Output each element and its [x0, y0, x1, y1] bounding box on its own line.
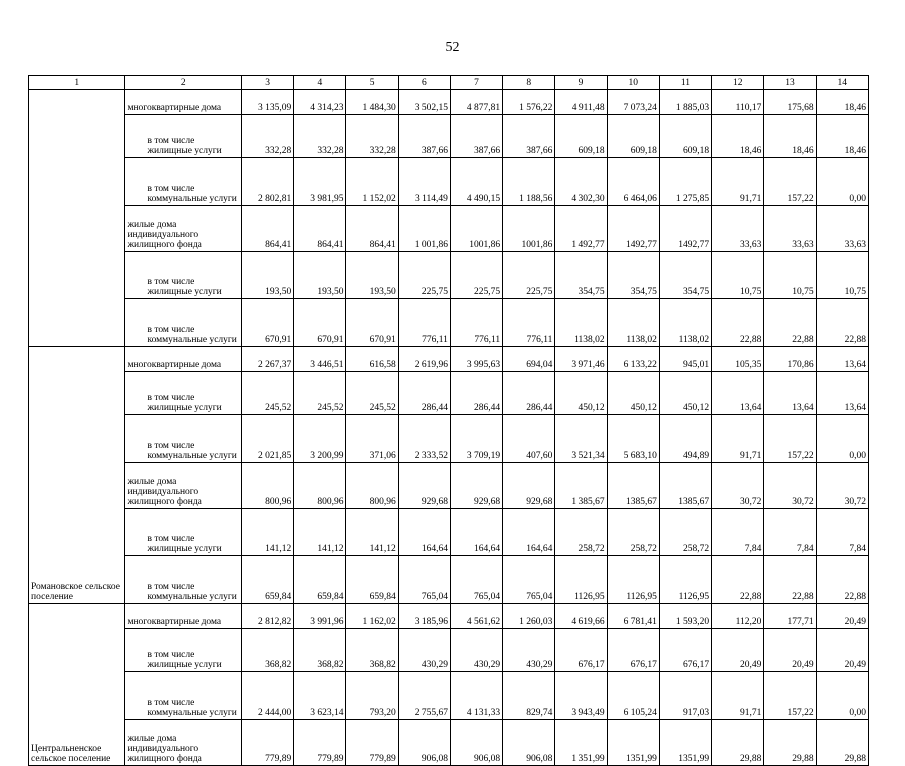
table-row — [29, 158, 869, 206]
value-cell: 450,12 — [555, 372, 607, 415]
value-cell: 670,91 — [346, 299, 398, 347]
value-cell: 6 781,41 — [607, 604, 659, 629]
value-cell: 1138,02 — [659, 299, 711, 347]
value-cell: 765,04 — [398, 556, 450, 604]
value-cell: 1 576,22 — [503, 90, 555, 115]
value-cell: 4 619,66 — [555, 604, 607, 629]
value-cell: 3 446,51 — [294, 347, 346, 372]
value-cell: 929,68 — [503, 463, 555, 509]
value-cell: 18,46 — [816, 90, 868, 115]
value-cell: 387,66 — [503, 115, 555, 158]
value-cell: 864,41 — [242, 206, 294, 252]
value-cell: 22,88 — [816, 556, 868, 604]
value-cell: 670,91 — [242, 299, 294, 347]
value-cell: 906,08 — [398, 720, 450, 766]
value-cell: 20,49 — [764, 629, 816, 672]
value-cell: 1 001,86 — [398, 206, 450, 252]
value-cell: 2 619,96 — [398, 347, 450, 372]
value-cell: 676,17 — [607, 629, 659, 672]
value-cell: 10,75 — [712, 252, 764, 299]
value-cell: 7 073,24 — [607, 90, 659, 115]
page-number: 52 — [445, 40, 460, 55]
value-cell: 800,96 — [242, 463, 294, 509]
value-cell: 10,75 — [816, 252, 868, 299]
value-cell: 332,28 — [242, 115, 294, 158]
value-cell: 286,44 — [398, 372, 450, 415]
value-cell: 20,49 — [816, 604, 868, 629]
value-cell: 286,44 — [503, 372, 555, 415]
value-cell: 430,29 — [398, 629, 450, 672]
value-cell: 18,46 — [712, 115, 764, 158]
value-cell: 30,72 — [816, 463, 868, 509]
sub-service-label: в том числе жилищные услуги — [125, 115, 242, 158]
value-cell: 779,89 — [242, 720, 294, 766]
table-row — [29, 604, 869, 629]
value-cell: 1 275,85 — [659, 158, 711, 206]
value-cell: 609,18 — [659, 115, 711, 158]
value-cell: 258,72 — [607, 509, 659, 556]
value-cell: 864,41 — [294, 206, 346, 252]
value-cell: 368,82 — [346, 629, 398, 672]
value-cell: 13,64 — [764, 372, 816, 415]
column-header: 4 — [294, 76, 346, 90]
column-header: 8 — [503, 76, 555, 90]
value-cell: 245,52 — [346, 372, 398, 415]
value-cell: 2 755,67 — [398, 672, 450, 720]
value-cell: 929,68 — [398, 463, 450, 509]
value-cell: 1 885,03 — [659, 90, 711, 115]
housing-type-label: многоквартирные дома — [125, 347, 242, 372]
value-cell: 225,75 — [398, 252, 450, 299]
value-cell: 91,71 — [712, 158, 764, 206]
table-row — [29, 720, 869, 766]
value-cell: 779,89 — [294, 720, 346, 766]
table-row — [29, 672, 869, 720]
value-cell: 829,74 — [503, 672, 555, 720]
value-cell: 0,00 — [816, 158, 868, 206]
tariff-table — [28, 75, 869, 766]
value-cell: 4 314,23 — [294, 90, 346, 115]
table-row — [29, 463, 869, 509]
value-cell: 793,20 — [346, 672, 398, 720]
value-cell: 2 812,82 — [242, 604, 294, 629]
sub-service-label: в том числе коммунальные услуги — [125, 556, 242, 604]
value-cell: 659,84 — [294, 556, 346, 604]
value-cell: 3 981,95 — [294, 158, 346, 206]
table-row — [29, 347, 869, 372]
value-cell: 177,71 — [764, 604, 816, 629]
value-cell: 1385,67 — [607, 463, 659, 509]
value-cell: 676,17 — [659, 629, 711, 672]
value-cell: 13,64 — [816, 372, 868, 415]
value-cell: 105,35 — [712, 347, 764, 372]
column-header: 13 — [764, 76, 816, 90]
value-cell: 22,88 — [764, 299, 816, 347]
value-cell: 3 502,15 — [398, 90, 450, 115]
value-cell: 1138,02 — [555, 299, 607, 347]
housing-type-label: жилые дома индивидуального жилищного фонда — [125, 463, 242, 509]
value-cell: 2 444,00 — [242, 672, 294, 720]
value-cell: 2 021,85 — [242, 415, 294, 463]
value-cell: 141,12 — [242, 509, 294, 556]
value-cell: 3 185,96 — [398, 604, 450, 629]
sub-service-label: в том числе коммунальные услуги — [125, 415, 242, 463]
table-row — [29, 252, 869, 299]
value-cell: 945,01 — [659, 347, 711, 372]
sub-service-label: в том числе коммунальные услуги — [125, 672, 242, 720]
value-cell: 286,44 — [450, 372, 502, 415]
value-cell: 450,12 — [659, 372, 711, 415]
value-cell: 368,82 — [294, 629, 346, 672]
value-cell: 6 133,22 — [607, 347, 659, 372]
value-cell: 1385,67 — [659, 463, 711, 509]
value-cell: 3 114,49 — [398, 158, 450, 206]
value-cell: 2 267,37 — [242, 347, 294, 372]
value-cell: 929,68 — [450, 463, 502, 509]
value-cell: 0,00 — [816, 415, 868, 463]
housing-type-label: многоквартирные дома — [125, 604, 242, 629]
value-cell: 430,29 — [450, 629, 502, 672]
value-cell: 5 683,10 — [607, 415, 659, 463]
value-cell: 407,60 — [503, 415, 555, 463]
value-cell: 225,75 — [450, 252, 502, 299]
value-cell: 3 991,96 — [294, 604, 346, 629]
value-cell: 258,72 — [555, 509, 607, 556]
value-cell: 33,63 — [764, 206, 816, 252]
value-cell: 110,17 — [712, 90, 764, 115]
value-cell: 616,58 — [346, 347, 398, 372]
value-cell: 3 623,14 — [294, 672, 346, 720]
value-cell: 371,06 — [346, 415, 398, 463]
value-cell: 175,68 — [764, 90, 816, 115]
column-header: 7 — [450, 76, 502, 90]
value-cell: 258,72 — [659, 509, 711, 556]
sub-service-label: в том числе коммунальные услуги — [125, 158, 242, 206]
value-cell: 332,28 — [346, 115, 398, 158]
value-cell: 1138,02 — [607, 299, 659, 347]
value-cell: 864,41 — [346, 206, 398, 252]
value-cell: 193,50 — [242, 252, 294, 299]
value-cell: 29,88 — [764, 720, 816, 766]
value-cell: 354,75 — [555, 252, 607, 299]
value-cell: 332,28 — [294, 115, 346, 158]
value-cell: 6 105,24 — [607, 672, 659, 720]
value-cell: 18,46 — [764, 115, 816, 158]
value-cell: 6 464,06 — [607, 158, 659, 206]
value-cell: 1126,95 — [555, 556, 607, 604]
value-cell: 245,52 — [242, 372, 294, 415]
table-row — [29, 629, 869, 672]
value-cell: 1492,77 — [607, 206, 659, 252]
value-cell: 30,72 — [712, 463, 764, 509]
value-cell: 29,88 — [712, 720, 764, 766]
value-cell: 10,75 — [764, 252, 816, 299]
value-cell: 3 200,99 — [294, 415, 346, 463]
value-cell: 141,12 — [294, 509, 346, 556]
value-cell: 112,20 — [712, 604, 764, 629]
value-cell: 354,75 — [607, 252, 659, 299]
value-cell: 22,88 — [816, 299, 868, 347]
value-cell: 800,96 — [346, 463, 398, 509]
value-cell: 1126,95 — [607, 556, 659, 604]
housing-type-label: жилые дома индивидуального жилищного фонда — [125, 720, 242, 766]
value-cell: 13,64 — [816, 347, 868, 372]
table-body — [29, 76, 869, 766]
column-header: 6 — [398, 76, 450, 90]
value-cell: 3 709,19 — [450, 415, 502, 463]
value-cell: 765,04 — [450, 556, 502, 604]
value-cell: 1351,99 — [607, 720, 659, 766]
value-cell: 1 484,30 — [346, 90, 398, 115]
value-cell: 33,63 — [816, 206, 868, 252]
sub-service-label: в том числе жилищные услуги — [125, 252, 242, 299]
value-cell: 157,22 — [764, 672, 816, 720]
value-cell: 4 877,81 — [450, 90, 502, 115]
column-header: 2 — [125, 76, 242, 90]
table-row — [29, 556, 869, 604]
value-cell: 3 135,09 — [242, 90, 294, 115]
value-cell: 3 943,49 — [555, 672, 607, 720]
value-cell: 91,71 — [712, 415, 764, 463]
value-cell: 1001,86 — [503, 206, 555, 252]
housing-type-label: жилые дома индивидуального жилищного фонда — [125, 206, 242, 252]
value-cell: 1351,99 — [659, 720, 711, 766]
value-cell: 906,08 — [503, 720, 555, 766]
value-cell: 193,50 — [294, 252, 346, 299]
municipality-cell — [29, 90, 125, 347]
value-cell: 387,66 — [450, 115, 502, 158]
value-cell: 18,46 — [816, 115, 868, 158]
value-cell: 1 152,02 — [346, 158, 398, 206]
value-cell: 170,86 — [764, 347, 816, 372]
value-cell: 4 490,15 — [450, 158, 502, 206]
value-cell: 906,08 — [450, 720, 502, 766]
value-cell: 1001,86 — [450, 206, 502, 252]
value-cell: 2 802,81 — [242, 158, 294, 206]
value-cell: 13,64 — [712, 372, 764, 415]
column-header: 3 — [242, 76, 294, 90]
value-cell: 1 385,67 — [555, 463, 607, 509]
value-cell: 29,88 — [816, 720, 868, 766]
value-cell: 141,12 — [346, 509, 398, 556]
value-cell: 765,04 — [503, 556, 555, 604]
value-cell: 1 593,20 — [659, 604, 711, 629]
value-cell: 800,96 — [294, 463, 346, 509]
value-cell: 776,11 — [398, 299, 450, 347]
value-cell: 659,84 — [346, 556, 398, 604]
value-cell: 670,91 — [294, 299, 346, 347]
value-cell: 3 971,46 — [555, 347, 607, 372]
value-cell: 164,64 — [450, 509, 502, 556]
municipality-cell: Романовское сельское поселение — [29, 347, 125, 604]
value-cell: 659,84 — [242, 556, 294, 604]
value-cell: 164,64 — [398, 509, 450, 556]
sub-service-label: в том числе жилищные услуги — [125, 372, 242, 415]
table-row — [29, 509, 869, 556]
value-cell: 20,49 — [712, 629, 764, 672]
value-cell: 368,82 — [242, 629, 294, 672]
value-cell: 22,88 — [712, 556, 764, 604]
value-cell: 1 188,56 — [503, 158, 555, 206]
value-cell: 494,89 — [659, 415, 711, 463]
value-cell: 7,84 — [712, 509, 764, 556]
value-cell: 22,88 — [764, 556, 816, 604]
value-cell: 30,72 — [764, 463, 816, 509]
value-cell: 1 492,77 — [555, 206, 607, 252]
value-cell: 609,18 — [555, 115, 607, 158]
value-cell: 450,12 — [607, 372, 659, 415]
value-cell: 1126,95 — [659, 556, 711, 604]
value-cell: 22,88 — [712, 299, 764, 347]
value-cell: 157,22 — [764, 158, 816, 206]
value-cell: 387,66 — [398, 115, 450, 158]
value-cell: 1 162,02 — [346, 604, 398, 629]
value-cell: 4 561,62 — [450, 604, 502, 629]
value-cell: 1 351,99 — [555, 720, 607, 766]
value-cell: 779,89 — [346, 720, 398, 766]
column-header: 1 — [29, 76, 125, 90]
value-cell: 3 995,63 — [450, 347, 502, 372]
table-row — [29, 90, 869, 115]
value-cell: 193,50 — [346, 252, 398, 299]
value-cell: 7,84 — [764, 509, 816, 556]
sub-service-label: в том числе жилищные услуги — [125, 509, 242, 556]
value-cell: 0,00 — [816, 672, 868, 720]
value-cell: 225,75 — [503, 252, 555, 299]
column-header: 11 — [659, 76, 711, 90]
value-cell: 609,18 — [607, 115, 659, 158]
value-cell: 776,11 — [450, 299, 502, 347]
table-row — [29, 372, 869, 415]
value-cell: 676,17 — [555, 629, 607, 672]
value-cell: 33,63 — [712, 206, 764, 252]
value-cell: 694,04 — [503, 347, 555, 372]
column-header: 10 — [607, 76, 659, 90]
value-cell: 7,84 — [816, 509, 868, 556]
table-row — [29, 299, 869, 347]
value-cell: 354,75 — [659, 252, 711, 299]
value-cell: 430,29 — [503, 629, 555, 672]
sub-service-label: в том числе коммунальные услуги — [125, 299, 242, 347]
value-cell: 157,22 — [764, 415, 816, 463]
value-cell: 4 131,33 — [450, 672, 502, 720]
table-row — [29, 206, 869, 252]
value-cell: 917,03 — [659, 672, 711, 720]
housing-type-label: многоквартирные дома — [125, 90, 242, 115]
value-cell: 1492,77 — [659, 206, 711, 252]
value-cell: 4 911,48 — [555, 90, 607, 115]
table-row — [29, 415, 869, 463]
column-header: 9 — [555, 76, 607, 90]
sub-service-label: в том числе жилищные услуги — [125, 629, 242, 672]
value-cell: 164,64 — [503, 509, 555, 556]
column-header: 14 — [816, 76, 868, 90]
value-cell: 4 302,30 — [555, 158, 607, 206]
value-cell: 91,71 — [712, 672, 764, 720]
municipality-cell: Центральненское сельское поселение — [29, 604, 125, 766]
value-cell: 2 333,52 — [398, 415, 450, 463]
value-cell: 776,11 — [503, 299, 555, 347]
column-header: 12 — [712, 76, 764, 90]
value-cell: 245,52 — [294, 372, 346, 415]
column-header: 5 — [346, 76, 398, 90]
column-number-header — [29, 76, 869, 90]
value-cell: 20,49 — [816, 629, 868, 672]
value-cell: 3 521,34 — [555, 415, 607, 463]
value-cell: 1 260,03 — [503, 604, 555, 629]
table-row — [29, 115, 869, 158]
